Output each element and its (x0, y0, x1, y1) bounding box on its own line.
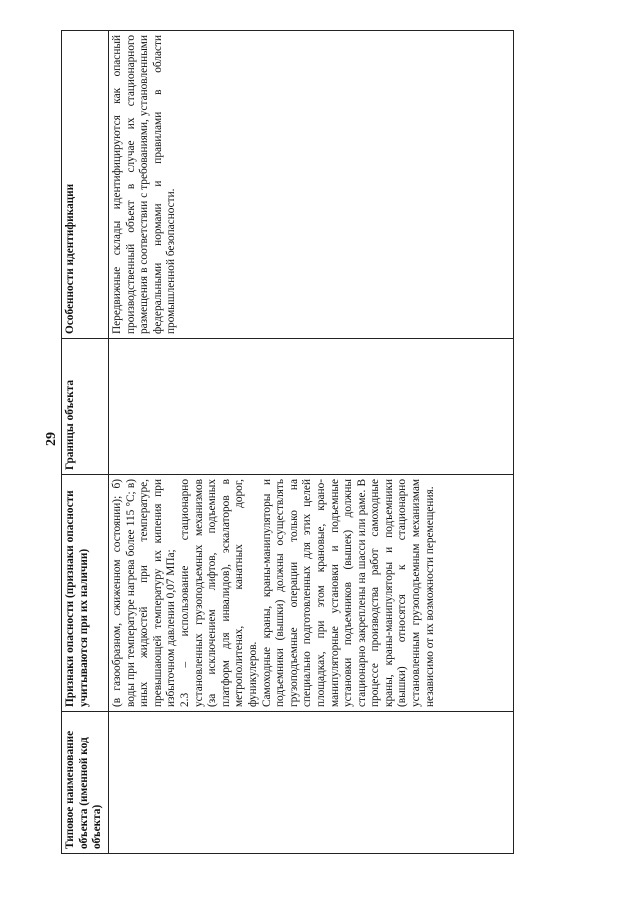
header-danger-signs: Признаки опасности (признаки опасности учитываются при их наличии) (62, 475, 109, 712)
table-row (109, 31, 514, 854)
cell-identification-features: Передвижные склады идентифицируются как опасный производственный объект в случае их стационарного размещения в соответствии с требованиями, установленными федеральными нормами и правилами в области промышленной безопасности. (109, 31, 514, 339)
header-object-name: Типовое наименование объекта (именной код объекта) (62, 712, 109, 854)
danger-signs-paragraph: (в газообразном, сжиженном состоянии); б) воды при температуре нагрева более 115 °C; в) иных жидкостей при температуре, превышающей температуру их кипения при избыточном давлении 0,07 МПа; (111, 479, 178, 707)
danger-signs-paragraph: 2.3 – использование стационарно установленных грузоподъемных механизмов (за исключением лифтов, подъемных платформ для инвалидов), эскалаторов в метрополитенах, канатных дорог, фуникулеров. (178, 479, 259, 707)
table-header-row (62, 31, 109, 854)
cell-object-borders (109, 339, 514, 475)
identification-table (61, 30, 514, 854)
cell-object-name (109, 712, 514, 854)
danger-signs-paragraph: Самоходные краны, краны-манипуляторы и подъемники (вышки) должны осуществлять грузоподъемные операции только на специально подготовленных для этих целей площадках, при этом крановые, крано-манипуляторные установки и подъемные установки подъемников (вышек) должны стационарно закреплены на шасси или раме. В процессе производства работ самоходные краны, краны-манипуляторы и подъемники (вышки) относятся к стационарно установленным грузоподъемным механизмам независимо от их возможности перемещения. (260, 479, 436, 707)
header-object-borders: Границы объекта (62, 339, 109, 475)
rotated-table-container (61, 35, 514, 854)
cell-danger-signs (109, 475, 514, 712)
header-identification-features: Особенности идентификации (62, 31, 109, 339)
page-number: 29 (44, 432, 59, 446)
